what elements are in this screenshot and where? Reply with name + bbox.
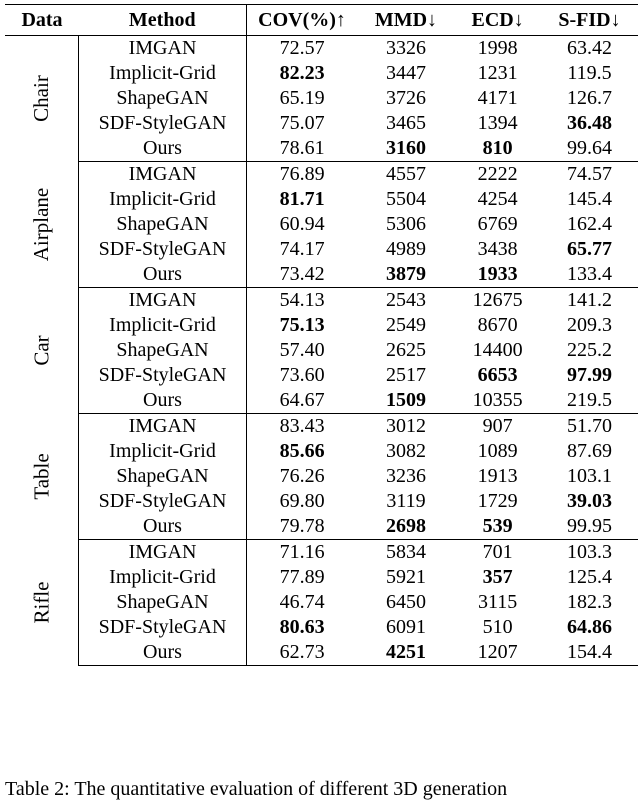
table-row [5, 615, 638, 640]
sfid-cell: 219.5 [541, 388, 638, 414]
table-row [5, 414, 638, 440]
table-row [5, 61, 638, 86]
cov-cell: 71.16 [279, 541, 325, 563]
method-cell: Ours [79, 136, 246, 162]
mmd-cell: 6450 [385, 591, 426, 613]
table-row [5, 439, 638, 464]
mmd-cell: 4557 [385, 163, 426, 185]
cov-cell: 83.43 [279, 415, 325, 437]
method-cell: ShapeGAN [79, 212, 246, 237]
header-ecd: ECD↓ [454, 5, 541, 36]
mmd-cell: 3726 [385, 87, 426, 109]
method-cell: SDF-StyleGAN [79, 363, 246, 388]
category-cell [5, 162, 79, 288]
mmd-cell: 3465 [385, 112, 426, 134]
table-body [5, 36, 638, 666]
sfid-cell: 133.4 [541, 262, 638, 288]
sfid-cell: 154.4 [541, 640, 638, 666]
header-mmd: MMD↓ [358, 5, 455, 36]
method-cell: Ours [79, 262, 246, 288]
table-row [5, 187, 638, 212]
table-row [5, 514, 638, 540]
sfid-cell: 103.3 [566, 541, 612, 563]
ecd-cell: 2222 [477, 163, 518, 185]
sfid-cell: 64.86 [566, 616, 612, 638]
sfid-cell: 74.57 [566, 163, 612, 185]
mmd-cell: 2698 [358, 514, 455, 540]
table-row [5, 36, 638, 62]
header-data: Data [5, 5, 79, 36]
cov-cell: 54.13 [279, 289, 325, 311]
cov-cell: 73.60 [279, 364, 325, 386]
cov-cell: 60.94 [279, 213, 325, 235]
mmd-cell: 5834 [385, 541, 426, 563]
method-cell: ShapeGAN [79, 338, 246, 363]
cov-cell: 46.74 [279, 591, 325, 613]
cov-cell: 72.57 [279, 37, 325, 59]
ecd-cell: 701 [482, 541, 513, 563]
ecd-cell: 539 [454, 514, 541, 540]
method-cell: ShapeGAN [79, 86, 246, 111]
table-row [5, 136, 638, 162]
category-cell [5, 288, 79, 414]
ecd-cell: 810 [454, 136, 541, 162]
ecd-cell: 3438 [477, 238, 518, 260]
method-cell: ShapeGAN [79, 464, 246, 489]
table-row [5, 388, 638, 414]
table-row [5, 565, 638, 590]
sfid-cell: 97.99 [566, 364, 612, 386]
sfid-cell: 39.03 [566, 490, 612, 512]
ecd-cell: 510 [482, 616, 513, 638]
cov-cell: 85.66 [279, 440, 325, 462]
ecd-cell: 4254 [477, 188, 518, 210]
method-cell: SDF-StyleGAN [79, 615, 246, 640]
ecd-cell: 1933 [454, 262, 541, 288]
ecd-cell: 4171 [477, 87, 518, 109]
sfid-cell: 119.5 [567, 62, 612, 84]
mmd-cell: 3082 [385, 440, 426, 462]
table-row [5, 540, 638, 566]
ecd-cell: 14400 [472, 339, 523, 361]
table-row [5, 590, 638, 615]
cov-cell: 73.42 [246, 262, 358, 288]
table-row [5, 489, 638, 514]
method-cell: SDF-StyleGAN [79, 489, 246, 514]
mmd-cell: 2543 [385, 289, 426, 311]
sfid-cell: 126.7 [566, 87, 612, 109]
method-cell: Implicit-Grid [79, 439, 246, 464]
ecd-cell: 1207 [454, 640, 541, 666]
mmd-cell: 3119 [386, 490, 426, 512]
table-row [5, 363, 638, 388]
method-cell: SDF-StyleGAN [79, 111, 246, 136]
mmd-cell: 1509 [358, 388, 455, 414]
cov-cell: 77.89 [279, 566, 325, 588]
ecd-cell: 1729 [477, 490, 518, 512]
cov-cell: 81.71 [279, 188, 325, 210]
cov-cell: 65.19 [279, 87, 325, 109]
ecd-cell: 357 [482, 566, 513, 588]
mmd-cell: 3160 [358, 136, 455, 162]
cov-cell: 79.78 [246, 514, 358, 540]
header-cov: COV(%)↑ [246, 5, 358, 36]
category-cell [5, 414, 79, 540]
mmd-cell: 3447 [385, 62, 426, 84]
table-row [5, 86, 638, 111]
sfid-cell: 99.95 [541, 514, 638, 540]
ecd-cell: 6653 [477, 364, 518, 386]
category-label: Airplane [29, 187, 54, 261]
mmd-cell: 3236 [385, 465, 426, 487]
category-cell [5, 36, 79, 162]
method-cell: Ours [79, 640, 246, 666]
sfid-cell: 87.69 [566, 440, 612, 462]
method-cell: ShapeGAN [79, 590, 246, 615]
mmd-cell: 3012 [385, 415, 426, 437]
ecd-cell: 10355 [454, 388, 541, 414]
table-row [5, 111, 638, 136]
cov-cell: 75.07 [279, 112, 325, 134]
table-row [5, 212, 638, 237]
sfid-cell: 145.4 [566, 188, 612, 210]
sfid-cell: 99.64 [541, 136, 638, 162]
header-method: Method [79, 5, 246, 36]
results-table [5, 5, 638, 666]
sfid-cell: 65.77 [566, 238, 612, 260]
sfid-cell: 225.2 [566, 339, 612, 361]
table-row [5, 313, 638, 338]
sfid-cell: 141.2 [566, 289, 612, 311]
table-row [5, 237, 638, 262]
sfid-cell: 51.70 [566, 415, 612, 437]
mmd-cell: 2549 [385, 314, 426, 336]
category-label: Chair [29, 74, 54, 122]
sfid-cell: 162.4 [566, 213, 612, 235]
ecd-cell: 1998 [477, 37, 518, 59]
cov-cell: 80.63 [279, 616, 325, 638]
table-row [5, 464, 638, 489]
ecd-cell: 1913 [477, 465, 518, 487]
header-sfid: S-FID↓ [541, 5, 638, 36]
cov-cell: 69.80 [279, 490, 325, 512]
category-label: Car [29, 334, 54, 366]
method-cell: IMGAN [79, 162, 246, 188]
method-cell: Implicit-Grid [79, 313, 246, 338]
category-cell [5, 540, 79, 666]
method-cell: Ours [79, 514, 246, 540]
method-cell: IMGAN [79, 414, 246, 440]
mmd-cell: 2625 [385, 339, 426, 361]
mmd-cell: 5306 [385, 213, 426, 235]
cov-cell: 76.89 [279, 163, 325, 185]
ecd-cell: 8670 [477, 314, 518, 336]
cov-cell: 57.40 [279, 339, 325, 361]
method-cell: SDF-StyleGAN [79, 237, 246, 262]
ecd-cell: 907 [482, 415, 513, 437]
table-row [5, 640, 638, 666]
category-label: Table [29, 452, 54, 500]
sfid-cell: 182.3 [566, 591, 612, 613]
ecd-cell: 1394 [477, 112, 518, 134]
sfid-cell: 36.48 [566, 112, 612, 134]
cov-cell: 82.23 [279, 62, 325, 84]
table-row [5, 162, 638, 188]
table-header-row [5, 5, 638, 36]
method-cell: Implicit-Grid [79, 187, 246, 212]
mmd-cell: 3879 [358, 262, 455, 288]
sfid-cell: 103.1 [566, 465, 612, 487]
method-cell: IMGAN [79, 36, 246, 62]
cov-cell: 75.13 [279, 314, 325, 336]
method-cell: Implicit-Grid [79, 565, 246, 590]
method-cell: Ours [79, 388, 246, 414]
mmd-cell: 2517 [385, 364, 426, 386]
sfid-cell: 209.3 [566, 314, 612, 336]
mmd-cell: 4251 [358, 640, 455, 666]
cov-cell: 76.26 [279, 465, 325, 487]
table-row [5, 262, 638, 288]
mmd-cell: 5504 [385, 188, 426, 210]
mmd-cell: 4989 [385, 238, 426, 260]
sfid-cell: 125.4 [566, 566, 612, 588]
table-row [5, 288, 638, 314]
sfid-cell: 63.42 [566, 37, 612, 59]
ecd-cell: 6769 [477, 213, 518, 235]
mmd-cell: 5921 [385, 566, 426, 588]
table-row [5, 338, 638, 363]
ecd-cell: 12675 [472, 289, 523, 311]
category-label: Rifle [29, 581, 54, 623]
method-cell: IMGAN [79, 288, 246, 314]
ecd-cell: 1089 [477, 440, 518, 462]
method-cell: Implicit-Grid [79, 61, 246, 86]
cov-cell: 64.67 [246, 388, 358, 414]
mmd-cell: 3326 [385, 37, 426, 59]
cov-cell: 62.73 [246, 640, 358, 666]
cov-cell: 78.61 [246, 136, 358, 162]
cov-cell: 74.17 [279, 238, 325, 260]
method-cell: IMGAN [79, 540, 246, 566]
table-caption: Table 2: The quantitative evaluation of different 3D generation [5, 778, 508, 800]
ecd-cell: 1231 [477, 62, 518, 84]
ecd-cell: 3115 [477, 591, 518, 613]
mmd-cell: 6091 [385, 616, 426, 638]
